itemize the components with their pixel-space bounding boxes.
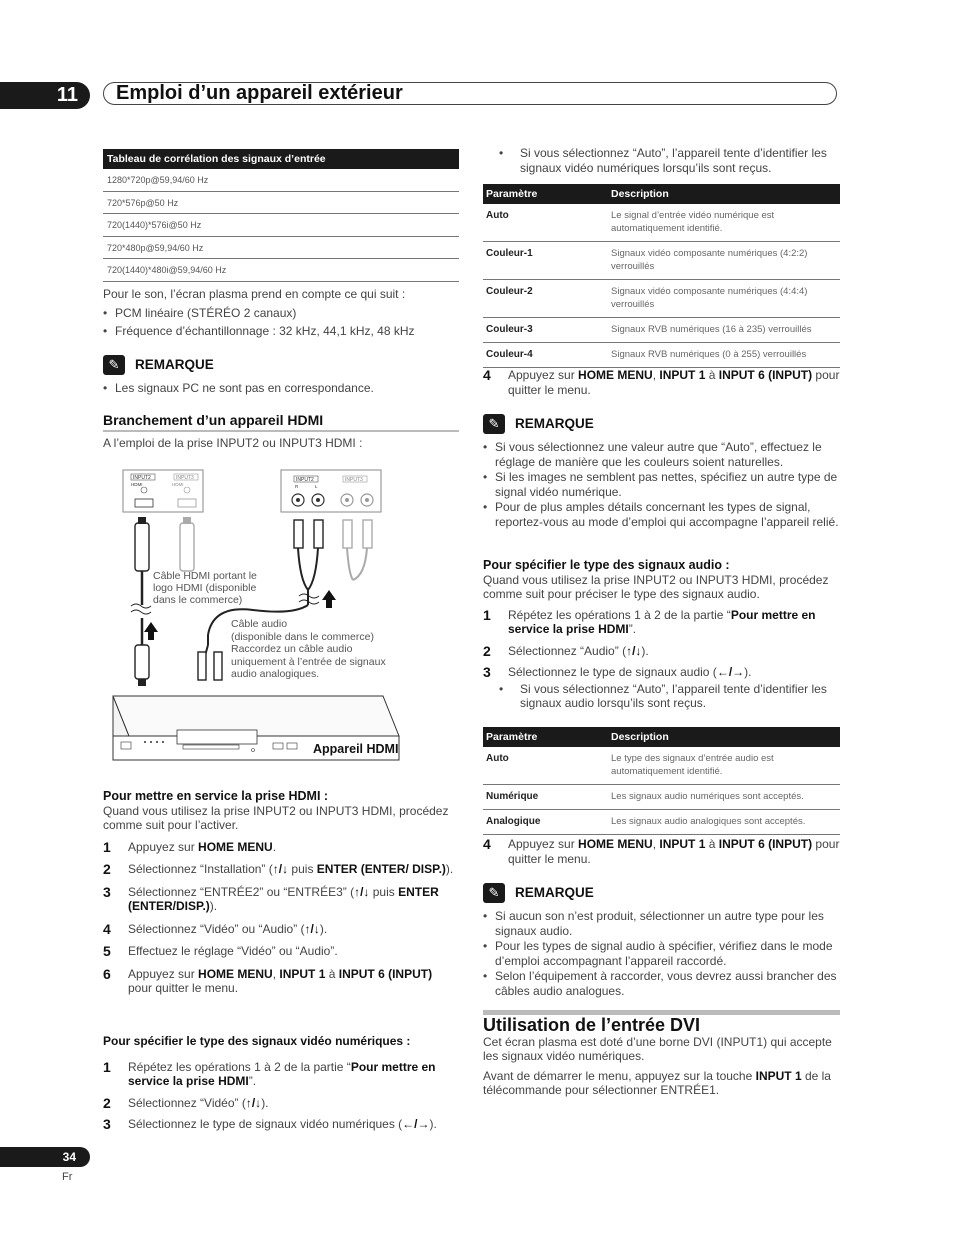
step-number: 5 xyxy=(103,943,111,959)
list-item: • Si aucun son n’est produit, sélectionner un autre type pour les signaux audio. xyxy=(483,909,840,938)
step-number: 4 xyxy=(103,920,111,937)
language-code: Fr xyxy=(62,1171,73,1183)
port-label-input2: INPUT2 xyxy=(133,475,151,481)
remark-block-1 xyxy=(103,354,459,396)
hdmi-text-2: HDMI xyxy=(172,482,184,487)
step xyxy=(103,1096,459,1111)
remark-header xyxy=(483,882,840,904)
step-text: Appuyez sur HOME MENU, INPUT 1 à INPUT 6 (INPUT) pour quitter le menu. xyxy=(508,368,840,397)
step xyxy=(103,885,459,914)
step-number: 2 xyxy=(103,861,111,877)
list-item: • Si les images ne semblent pas nettes, spécifiez un autre type de signal vidéo numérique. xyxy=(483,470,840,499)
dvi-paragraph-2: Avant de démarrer le menu, appuyez sur la touche INPUT 1 de la télécommande pour sélectionner ENTRÉE1. xyxy=(483,1068,831,1097)
activate-title: Pour mettre en service la prise HDMI : xyxy=(103,789,329,803)
table-cell: Couleur-1 xyxy=(483,242,608,280)
table-row xyxy=(483,785,840,810)
table-cell: Signaux vidéo composante numériques (4:2:2) verrouillés xyxy=(608,242,840,280)
audio-cable-caption-2: (disponible dans le commerce) xyxy=(231,630,374,643)
video-type-title: Pour spécifier le type des signaux vidéo numériques : xyxy=(103,1034,411,1048)
video-step-4 xyxy=(483,368,840,397)
step xyxy=(103,922,459,937)
step xyxy=(103,944,459,959)
step-text: Sélectionnez “Audio” (↑/↓). xyxy=(508,643,649,658)
table-cell: Couleur-3 xyxy=(483,318,608,343)
list-item: • Si vous sélectionnez “Auto”, l’appareil tente d’identifier les signaux vidéo numériques lorsqu’ils sont reçus. xyxy=(483,146,840,175)
step-text: Appuyez sur HOME MENU, INPUT 1 à INPUT 6 (INPUT) pour quitter le menu. xyxy=(508,837,840,866)
table-cell: Signaux RVB numériques (16 à 235) verrouillés xyxy=(608,318,840,343)
activate-intro: Quand vous utilisez la prise INPUT2 ou INPUT3 HDMI, procédez comme suit pour l’activer. xyxy=(103,803,449,832)
activate-section xyxy=(103,789,459,996)
step xyxy=(103,1060,459,1089)
step xyxy=(103,967,459,996)
step-text: Appuyez sur HOME MENU. xyxy=(128,839,277,854)
table-row xyxy=(483,204,840,242)
table-row xyxy=(483,343,840,368)
step-text: Sélectionnez le type de signaux vidéo numériques (←/→). xyxy=(128,1117,437,1131)
list-item: • Si vous sélectionnez “Auto”, l’appareil tente d’identifier les signaux audio lorsqu’ils sont reçus. xyxy=(483,682,840,711)
list-item: • Les signaux PC ne sont pas en correspondance. xyxy=(103,381,459,396)
table-cell: Signaux RVB numériques (0 à 255) verrouillés xyxy=(608,343,840,368)
step-number: 3 xyxy=(483,664,491,680)
step xyxy=(103,1117,459,1132)
dvi-paragraph-1: Cet écran plasma est doté d’une borne DVI (INPUT1) qui accepte les signaux vidéo numériques. xyxy=(483,1034,832,1063)
sound-intro: Pour le son, l’écran plasma prend en compte ce qui suit : xyxy=(103,287,406,301)
arrow-up-down-icon: ↑/↓ xyxy=(626,643,642,658)
note-pencil-icon: ✎ xyxy=(483,883,505,903)
table-header: Description xyxy=(608,727,840,747)
table-row xyxy=(483,747,840,785)
chapter-number: 11 xyxy=(0,82,90,109)
audio-cable-caption-1: Câble audio xyxy=(231,618,288,630)
table-cell: Auto xyxy=(483,204,608,242)
step xyxy=(483,665,840,680)
arrow-left-right-icon: ←/→ xyxy=(402,1117,430,1131)
step-number: 2 xyxy=(103,1094,111,1111)
table-row xyxy=(483,810,840,835)
remark-label: REMARQUE xyxy=(515,884,594,900)
list-item: • PCM linéaire (STÉRÉO 2 canaux) xyxy=(103,306,459,321)
table-header: Paramètre xyxy=(483,184,608,204)
step-number: 1 xyxy=(483,606,491,623)
table-row: 1280*720p@59,94/60 Hz xyxy=(103,169,459,192)
step-number: 6 xyxy=(103,965,111,982)
audio-cable-caption-3: Raccordez un câble audio uniquement à l’entrée de signaux audio analogiques. xyxy=(231,643,386,680)
hdmi-intro: A l’emploi de la prise INPUT2 ou INPUT3 HDMI : xyxy=(103,435,363,450)
hdmi-text: HDMI xyxy=(131,482,143,487)
step-number: 4 xyxy=(483,836,491,852)
step xyxy=(483,837,840,866)
audio-type-section xyxy=(483,558,840,711)
hdmi-section xyxy=(103,413,459,450)
port-label-input3-audio: INPUT3 xyxy=(345,477,363,483)
table-cell: Numérique xyxy=(483,785,608,810)
note-pencil-icon: ✎ xyxy=(483,414,505,434)
step-text: Répétez les opérations 1 à 2 de la partie “Pour mettre en service la prise HDMI”. xyxy=(508,607,816,636)
table-row xyxy=(483,242,840,280)
audio-type-title: Pour spécifier le type des signaux audio : xyxy=(483,558,730,572)
arrow-up-down-icon: ↑/↓ xyxy=(304,921,320,936)
audio-l-label: L xyxy=(315,484,318,489)
dvi-section xyxy=(483,1010,840,1098)
port-label-input3: INPUT3 xyxy=(176,475,194,481)
table-row: 720(1440)*480i@59,94/60 Hz xyxy=(103,259,459,282)
table-cell: Couleur-4 xyxy=(483,343,608,368)
step-number: 2 xyxy=(483,642,491,659)
dvi-title: Utilisation de l’entrée DVI xyxy=(483,1010,840,1033)
table-row: 720*480p@59,94/60 Hz xyxy=(103,237,459,260)
chapter-title: Emploi d’un appareil extérieur xyxy=(103,82,837,105)
step-text: Sélectionnez “Vidéo” (↑/↓). xyxy=(128,1095,269,1110)
step-number: 3 xyxy=(103,1116,111,1132)
audio-cable-caption xyxy=(231,618,411,681)
step-text: Répétez les opérations 1 à 2 de la partie “Pour mettre en service la prise HDMI”. xyxy=(128,1059,436,1088)
remark-header xyxy=(483,413,840,435)
arrow-up-down-icon: ↑/↓ xyxy=(354,884,370,899)
table-cell: Auto xyxy=(483,747,608,785)
table-header: Description xyxy=(608,184,840,204)
step xyxy=(483,368,840,397)
step xyxy=(103,840,459,855)
table-cell: Le type des signaux d’entrée audio est automatiquement identifié. xyxy=(608,747,840,785)
video-param-table xyxy=(483,184,840,368)
step-number: 4 xyxy=(483,367,491,383)
table-header: Paramètre xyxy=(483,727,608,747)
table-row: 720*576p@50 Hz xyxy=(103,192,459,215)
table-cell: Les signaux audio numériques sont acceptés. xyxy=(608,785,840,810)
remark-block-2 xyxy=(483,413,840,529)
step-text: Sélectionnez le type de signaux audio (←/→). xyxy=(508,665,752,679)
arrow-up-down-icon: ↑/↓ xyxy=(245,1095,262,1110)
list-item: • Selon l’équipement à raccorder, vous devrez aussi brancher des câbles audio analogues. xyxy=(483,969,840,998)
device-label: Appareil HDMI xyxy=(313,742,399,756)
table-cell: Les signaux audio analogiques sont acceptés. xyxy=(608,810,840,835)
remark-header xyxy=(103,354,459,376)
step xyxy=(483,644,840,659)
hdmi-cable-caption: Câble HDMI portant le logo HDMI (disponible dans le commerce) xyxy=(153,570,257,606)
remark-label: REMARQUE xyxy=(135,356,214,372)
step xyxy=(103,862,459,877)
section-title: Branchement d’un appareil HDMI xyxy=(103,413,459,432)
step-text: Effectuez le réglage “Vidéo” ou “Audio”. xyxy=(128,944,338,958)
port-label-input2-audio: INPUT2 xyxy=(296,477,314,483)
list-item: • Fréquence d’échantillonnage : 32 kHz, 44,1 kHz, 48 kHz xyxy=(103,324,459,339)
step-text: Appuyez sur HOME MENU, INPUT 1 à INPUT 6 (INPUT) pour quitter le menu. xyxy=(128,966,433,995)
step-number: 3 xyxy=(103,883,111,900)
video-auto-note xyxy=(483,146,840,175)
sound-block xyxy=(103,287,459,339)
video-type-section xyxy=(103,1034,459,1132)
table-row: 720(1440)*576i@50 Hz xyxy=(103,214,459,237)
audio-step-4 xyxy=(483,837,840,866)
step-number: 1 xyxy=(103,1058,111,1075)
table-cell: Couleur-2 xyxy=(483,280,608,318)
list-item: • Pour de plus amples détails concernant les types de signal, reportez-vous au mode d’emploi qui accompagne l’appareil relié. xyxy=(483,500,840,529)
step xyxy=(483,608,840,637)
remark-label: REMARQUE xyxy=(515,415,594,431)
step-text: Sélectionnez “Installation” (↑/↓ puis ENTER (ENTER/ DISP.)). xyxy=(128,862,454,876)
table-cell: Signaux vidéo composante numériques (4:4:4) verrouillés xyxy=(608,280,840,318)
arrow-up-down-icon: ↑/↓ xyxy=(272,862,289,876)
table-row xyxy=(483,280,840,318)
audio-r-label: R xyxy=(295,484,299,489)
note-pencil-icon: ✎ xyxy=(103,355,125,375)
table-cell: Analogique xyxy=(483,810,608,835)
signal-table xyxy=(103,149,459,282)
table-row xyxy=(483,318,840,343)
step-number: 1 xyxy=(103,838,111,855)
list-item: • Si vous sélectionnez une valeur autre que “Auto”, effectuez le réglage de manière que les couleurs soient naturelles. xyxy=(483,440,840,469)
table-cell: Le signal d’entrée vidéo numérique est automatiquement identifié. xyxy=(608,204,840,242)
step-text: Sélectionnez “ENTRÉE2” ou “ENTRÉE3” (↑/↓ puis ENTER (ENTER/DISP.)). xyxy=(128,884,439,913)
list-item: • Pour les types de signal audio à spécifier, vérifiez dans le mode d’emploi accompagnant l’appareil raccordé. xyxy=(483,939,840,968)
audio-type-intro: Quand vous utilisez la prise INPUT2 ou INPUT3 HDMI, procédez comme suit pour préciser le type des signaux audio. xyxy=(483,572,829,601)
page-number: 34 xyxy=(0,1147,90,1167)
signal-table-title: Tableau de corrélation des signaux d’entrée xyxy=(103,149,459,169)
audio-param-table xyxy=(483,727,840,835)
step-text: Sélectionnez “Vidéo” ou “Audio” (↑/↓). xyxy=(128,921,328,936)
arrow-left-right-icon: ←/→ xyxy=(716,665,745,679)
remark-block-3 xyxy=(483,882,840,998)
